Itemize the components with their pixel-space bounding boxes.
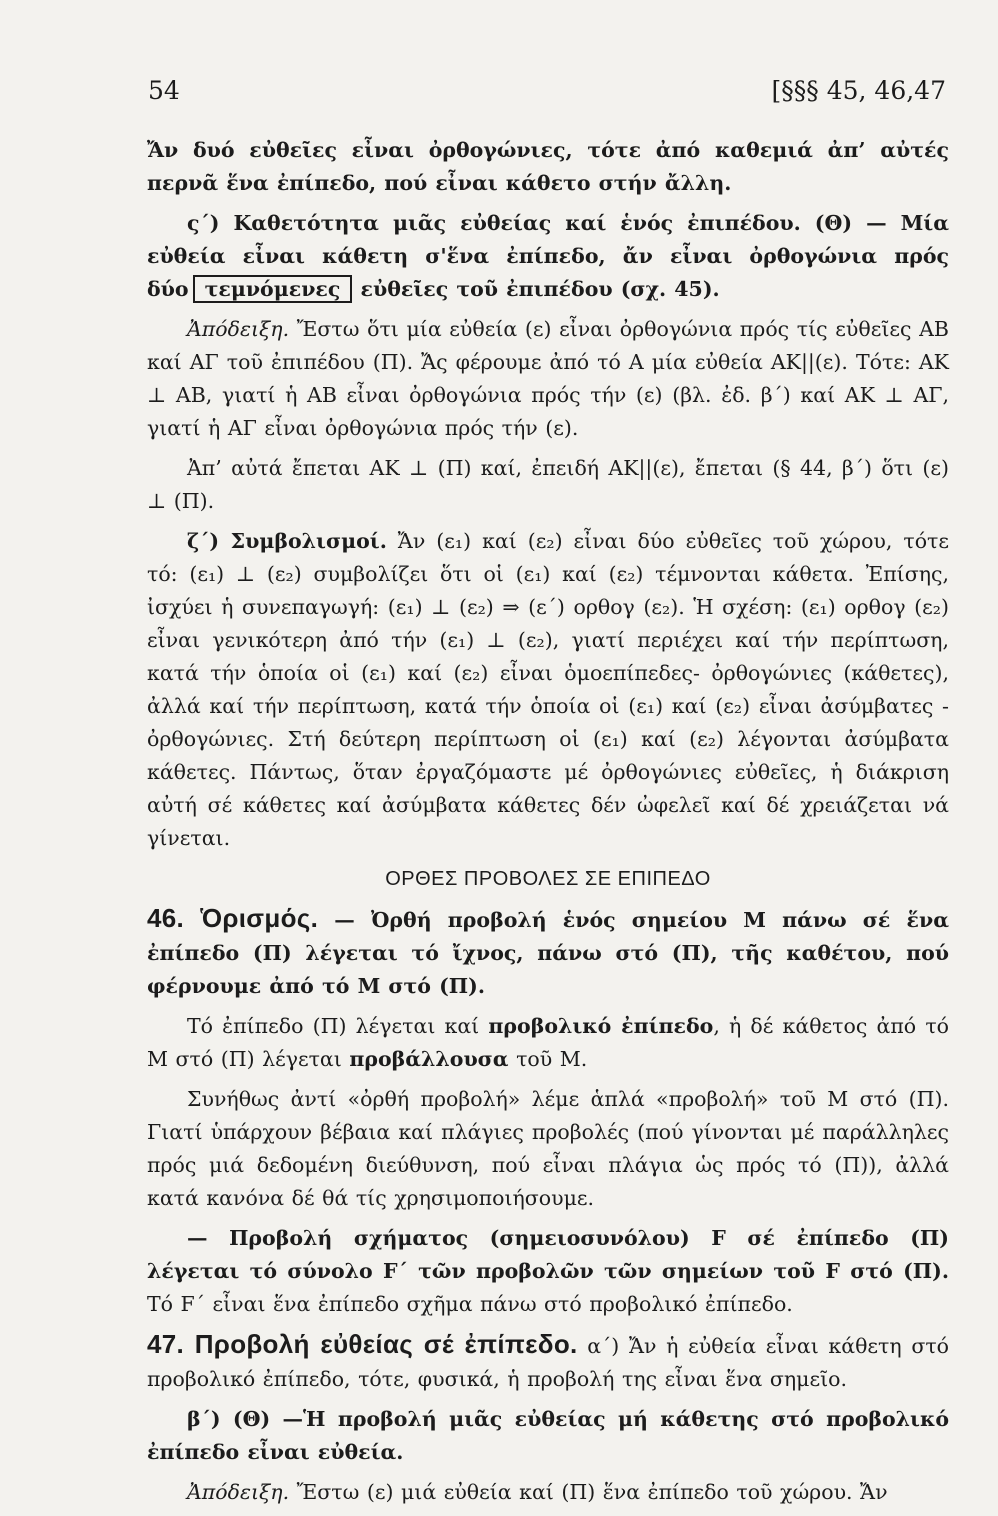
section-47-heading: 47. Προβολή εὐθείας σέ ἐπίπεδο. [147,1329,578,1359]
subsection-label: ς΄) Καθετότητα μιᾶς εὐθείας καί ἑνός ἐπιπέδου. [187,211,801,235]
subsection-label: ζ΄) Συμβολισμοί. [187,529,387,553]
proof-text: Ἔστω ὅτι μία εὐθεία (ε) εἶναι ὀρθογώνια πρός τίς εὐθεῖες ΑΒ καί ΑΓ τοῦ ἐπιπέδου (Π). Ἄς φέρουμε ἀπό τό Α μία εὐθεία ΑΚ||(ε). Τότε: ΑΚ ⊥ ΑΒ, γιατί ἡ ΑΒ εἶναι ὀρθογώνια πρός τήν (ε) (βλ. ἐδ. β΄) καί ΑΚ ⊥ ΑΓ, γιατί ἡ ΑΓ εἶναι ὀρθογώνια πρός τήν (ε). [147,317,949,440]
page-header [148,76,946,116]
boxed-word: τεμνόμενες [193,275,353,303]
section-46-heading: 46. Ὁρισμός. [147,903,319,933]
theorem-orthogonal-lines: Ἄν δυό εὐθεῖες εἶναι ὀρθογώνιες, τότε ἀπό καθεμιά ἀπ’ αὐτές περνᾶ ἕνα ἐπίπεδο, πού εἶναι κάθετο στήν ἄλλη. [147,138,949,195]
text-fragment: τοῦ Μ. [508,1047,588,1071]
theorem-line-projection: β΄) (Θ) —Ἡ προβολή μιᾶς εὐθείας μή κάθετης στό προβολικό ἐπίπεδο εἶναι εὐθεία. [147,1407,949,1464]
page-body [147,134,949,1516]
theorem-tail: εὐθεῖες τοῦ ἐπιπέδου (σχ. 45). [352,277,720,301]
paragraph-usually: Συνήθως ἀντί «ὀρθή προβολή» λέμε ἁπλά «προβολή» τοῦ Μ στό (Π). Γιατί ὑπάρχουν βέβαια καί πλάγιες προβολές (πού γίνονται μέ παράλληλες πρός μιά δεδομένη διεύθυνση, πού εἶναι πλάγια ὡς πρός τό (Π)), ἀλλά κατά κανόνα δέ θά τίς χρησιμοποιήσουμε. [147,1087,949,1210]
section-47-text: α΄) Ἄν ἡ εὐθεία εἶναι κάθετη στό προβολικό ἐπίπεδο, τότε, φυσικά, ἡ προβολή της εἶναι ἕνα σημεῖο. [147,1334,950,1391]
proof-label: Ἀπόδειξη. [187,317,290,341]
paragraph-proof-1 [147,313,949,445]
term-projecting-line: προβάλλουσα [349,1047,509,1071]
paragraph-proof-2 [147,1476,949,1509]
section-reference: [§§§ 45, 46,47 [771,76,946,105]
term-projective-plane: προβολικό ἐπίπεδο [488,1014,714,1038]
paragraph-section-47 [147,1328,949,1396]
proof-label: Ἀπόδειξη. [187,1480,290,1504]
section-title: ΟΡΘΕΣ ΠΡΟΒΟΛΕΣ ΣΕ ΕΠΙΠΕΔΟ [385,868,711,890]
paragraph-perpendicularity [147,207,949,306]
page-number: 54 [148,76,180,105]
paragraph-proof-conclusion: Ἀπ’ αὐτά ἔπεται ΑΚ ⊥ (Π) καί, ἐπειδή ΑΚ||(ε), ἔπεται (§ 44, β΄) ὅτι (ε) ⊥ (Π). [147,456,949,513]
paragraph-figure-projection [147,1222,949,1321]
paragraph-symbols [147,525,949,855]
text-fragment: Τό F΄ εἶναι ἕνα ἐπίπεδο σχῆμα πάνω στό προβολικό ἐπίπεδο. [147,1292,793,1316]
symbols-text: Ἄν (ε₁) καί (ε₂) εἶναι δύο εὐθεῖες τοῦ χώρου, τότε τό: (ε₁) ⊥ (ε₂) συμβολίζει ὅτι οἱ (ε₁) καί (ε₂) τέμνονται κάθετα. Ἐπίσης, ἰσχύει ἡ συνεπαγωγή: (ε₁) ⊥ (ε₂) ⇒ (ε΄) ορθογ (ε₂). Ἡ σχέση: (ε₁) ορθογ (ε₂) εἶναι γενικότερη ἀπό τήν (ε₁) ⊥ (ε₂), γιατί περιέχει καί τήν περίπτωση, κατά τήν ὁποία οἱ (ε₁) καί (ε₂) εἶναι ὁμοεπίπεδες- ὀρθογώνιες (κάθετες), ἀλλά καί τήν περίπτωση, κατά τήν ὁποία οἱ (ε₁) καί (ε₂) εἶναι ἀσύμβατες - ὀρθογώνιες. Στή δεύτερη περίπτωση οἱ (ε₁) καί (ε₂) λέγονται ἀσύμβατα κάθετες. Πάντως, ὅταν ἐργαζόμαστε μέ ὀρθογώνιες εὐθεῖες, ἡ διάκριση αὐτή σέ κάθετες καί ἀσύμβατα κάθετες δέν ὠφελεῖ καί δέ χρειάζεται νά γίνεται. [147,529,949,850]
definition-text: — Ὀρθή προβολή ἑνός σημείου Μ πάνω σέ ἕνα ἐπίπεδο (Π) λέγεται τό ἴχνος, πάνω στό (Π), τῆς καθέτου, πού φέρνουμε ἀπό τό Μ στό (Π). [147,908,949,998]
paragraph-projective-plane [147,1010,949,1076]
paragraph-definition-46 [147,902,949,1003]
text-fragment: , ἡ δέ κάθετος ἀπό τό Μ στό (Π) λέγεται [147,1014,949,1071]
theorem-text: (Θ) — Μία εὐθεία εἶναι κάθετη σ'ἕνα ἐπίπεδο, ἄν εἶναι ὀρθογώνια πρός δύο [147,211,949,301]
definition-figure-projection: — Προβολή σχήματος (σημειοσυνόλου) F σέ ἐπίπεδο (Π) λέγεται τό σύνολο F΄ τῶν προβολῶν τῶν σημείων τοῦ F στό (Π). [147,1226,949,1283]
text-fragment: Τό ἐπίπεδο (Π) λέγεται καί [187,1014,489,1038]
proof-text: Ἔστω (ε) μιά εὐθεία καί (Π) ἕνα ἐπίπεδο τοῦ χώρου. Ἄν [289,1480,888,1504]
